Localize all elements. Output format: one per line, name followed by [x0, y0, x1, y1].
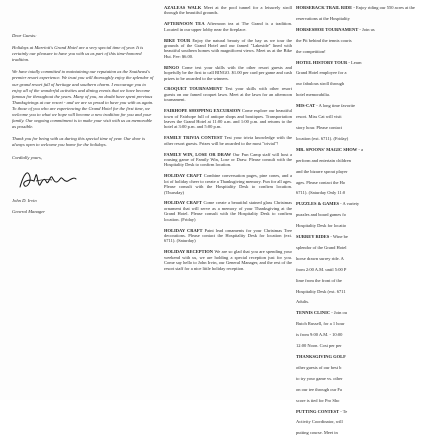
- activity-description: Adults.: [296, 299, 310, 305]
- activity-item: [296, 147, 446, 152]
- activity-item: [296, 60, 446, 65]
- activity-item: [164, 108, 292, 130]
- activity-description: the competition!: [296, 48, 326, 54]
- activity-title: CROQUET TOURNAMENT: [164, 86, 223, 92]
- activity-item: [164, 38, 292, 60]
- activity-description: from 2:00 A.M. until 5:00 P: [296, 266, 347, 272]
- activity-description: Hospitality Desk (ext. 6711: [296, 288, 346, 294]
- activity-item: [296, 398, 446, 403]
- activity-title: PUTTING CONTEST: [296, 408, 340, 414]
- activity-description: - Wine be: [330, 234, 348, 240]
- activity-title: HORSESHOE TOURNAMENT: [296, 26, 359, 32]
- activity-title: HOLIDAY CRAFT: [164, 200, 202, 206]
- activity-title: SURREY RIDES: [296, 234, 330, 240]
- activity-title: HOTEL HISTORY TOUR: [296, 59, 348, 65]
- activity-description: - Join ou: [331, 310, 348, 316]
- activity-item: [296, 332, 446, 337]
- activity-description: splendor of the Grand Hotel: [296, 244, 347, 250]
- activity-item: [296, 310, 446, 315]
- activity-description: Come test your skills with the other resort guests and hopefully be the first to call BINGO. $1.00 per card per game and cash prizes to be awarded to the winners.: [164, 64, 292, 81]
- activity-item: [296, 278, 446, 283]
- activity-description: the Pit behind the tennis courts: [296, 37, 352, 43]
- activity-title: FAMILY TRIVIA CONTEST: [164, 135, 223, 141]
- activity-description: - A variety: [340, 201, 360, 207]
- activity-item: [296, 409, 446, 414]
- activity-description: putting course. Meet in: [296, 430, 338, 436]
- activity-description: Hospitality Desk for locatio: [296, 223, 347, 229]
- letter-paragraph: We have totally committed to maintaining our reputation as the Southeast's premier resort experience. We trust you will thoroughly enjoy the splendor of our grand resort full of heritage and southern charm. I encourage you to enjoy all of the wonderful activities and dining events that we have become famous for throughout the years. Many of you, no doubt have spent previous Thanksgivings at our resort - and we are so proud to have you with us again. To those of you who are experiencing the Grand Hotel for the first time, we welcome you to what we hope will become a new tradition for you and your family. Our ongoing commitment is to make your visit with us as memorable as possible.: [12, 69, 154, 130]
- activity-description: score is tied for Pro Sho: [296, 397, 340, 403]
- activity-description: - A long time favorite: [316, 103, 356, 109]
- activity-item: [296, 92, 446, 97]
- activity-item: [164, 173, 292, 195]
- activity-item: [296, 299, 446, 304]
- activities-list-right: [294, 0, 446, 436]
- activity-item: [296, 376, 446, 381]
- activity-description: other guests of our best b: [296, 364, 342, 370]
- activity-item: [296, 180, 446, 185]
- activity-description: Come explore our beautiful town of Fairhope full of antique shops and boutiques. Transportation leaves the Grand Hotel at 11:00 a.m. and 1:00 p.m. and returns to the hotel at 3:00 p.m. and 5:00 p.m.: [164, 108, 292, 130]
- activity-item: [296, 27, 446, 32]
- activity-item: [296, 430, 446, 435]
- activity-description: 6711). (Saturday Only 11:0: [296, 190, 346, 196]
- handwritten-signature: [16, 167, 80, 195]
- activity-item: [296, 343, 446, 348]
- activity-description: - Enjoy riding our 550 acres at the: [353, 5, 415, 10]
- activity-item: [296, 201, 446, 206]
- activity-description: horse drawn surrey ride. A: [296, 255, 344, 261]
- activity-item: [296, 16, 446, 21]
- activity-item: [296, 81, 446, 86]
- activity-description: Combine conversation pages, pine cones, and a lot of holiday cheer to create a Thanksgiving memory. Fun for all ages. Please consult with the Hospitality Desk to confirm location. (Thursday): [164, 173, 292, 195]
- activity-title: MIS-CAT: [296, 103, 316, 109]
- activity-item: [296, 289, 446, 294]
- activity-item: [296, 256, 446, 261]
- activity-item: [164, 249, 292, 271]
- activity-item: [164, 5, 292, 16]
- activity-description: puzzles and board games fo: [296, 212, 346, 218]
- activity-description: reservations at the Hospitality: [296, 15, 350, 21]
- activity-item: [296, 190, 446, 195]
- activity-item: [164, 86, 292, 102]
- activity-description: Test your skills with other resort guests on our famed croquet lawn. Meet at the lawn for an afternoon tournament.: [164, 86, 292, 103]
- activity-description: Paint lead ornaments for your Christmas Tree decorations. Please contact the Hospitality Desk for location (ext. 6711). (Saturday): [164, 227, 293, 244]
- activity-description: our fabulous stroll through: [296, 81, 345, 87]
- activity-description: location (ext. 6711). (Friday): [296, 135, 349, 141]
- activity-title: HORSEBACK TRAIL RIDE: [296, 5, 353, 10]
- welcome-letter-column: [0, 0, 156, 400]
- activity-item: [164, 152, 292, 168]
- letter-closing: Cordially yours,: [12, 154, 42, 160]
- activity-item: [296, 321, 446, 326]
- activity-title: FAIRHOPE SHOPPING EXCURSION: [164, 108, 241, 114]
- activity-description: Grand Hotel employee for a: [296, 70, 347, 76]
- activity-item: [164, 65, 292, 81]
- activity-title: HOLIDAY CRAFT: [164, 227, 203, 233]
- activity-item: [296, 5, 446, 10]
- activity-title: BINGO: [164, 64, 180, 70]
- activity-description: - Te: [340, 408, 348, 414]
- activity-item: [296, 223, 446, 228]
- activity-description: story hour. Please contact: [296, 124, 342, 130]
- welcome-letter: [0, 0, 156, 215]
- activity-description: 12:00 Noon. Cost per per: [296, 343, 342, 349]
- activities-list: [158, 0, 292, 271]
- activity-description: Test your trivia knowledge with the other resort guests. Prizes will be awarded to the most "trivial"!: [164, 135, 293, 146]
- activity-description: Our Fun Camp staff will host a rousing game of Family Win, Lose or Draw. Please consult with the Hospitality Desk to confirm location.: [164, 151, 293, 168]
- activity-item: [296, 387, 446, 392]
- activity-item: [296, 354, 446, 359]
- activity-description: on our tee through our Fa: [296, 386, 342, 392]
- activity-title: AZALEAS WALK: [164, 5, 202, 10]
- activity-item: [296, 103, 446, 108]
- signer-name: John D. Irvin: [12, 197, 37, 203]
- activity-title: BIKE TOUR: [164, 37, 191, 43]
- activities-column-right: [294, 0, 415, 436]
- letter-greeting: Dear Guests:: [12, 33, 37, 38]
- activity-title: PUZZLES & GAMES: [296, 201, 340, 207]
- activity-description: hotel memorabilia.: [296, 92, 330, 98]
- activity-item: [296, 245, 446, 250]
- activity-title: MR. SPOONS' MAGIC SHOW: [296, 146, 358, 152]
- activity-description: Come create a beautiful stained glass Christmas ornament that will serve as a memory of your Thanksgiving at the Grand Hotel. Please consult with the Hospitality Desk to confirm location. (Friday): [164, 200, 292, 222]
- activity-description: - Join us: [359, 26, 375, 32]
- activity-description: to try your game vs. other: [296, 375, 343, 381]
- activity-title: FAMILY WIN, LOSE OR DRAW: [164, 151, 232, 157]
- activity-item: [296, 158, 446, 163]
- activity-item: [164, 228, 292, 244]
- signer-title: General Manager: [12, 209, 46, 215]
- activity-item: [296, 136, 446, 141]
- activity-title: THANKSGIVING GOLF: [296, 354, 346, 359]
- letter-paragraph: Holidays at Marriott's Grand Hotel are a very special time of year. It is certainly our pleasure to have you with us as part of this time-honored tradition.: [12, 45, 144, 63]
- activities-column: [158, 0, 292, 400]
- activity-description: and the bizarre sprout player: [296, 168, 348, 174]
- activity-item: [296, 169, 446, 174]
- activity-description: perform and entertain children: [296, 157, 351, 163]
- activity-description: Enjoy the natural beauty of the bay as we tour the grounds of the Grand Hotel and our famed "Lakeside" lined with beautiful southern homes with magnificent views. Meet us at the Bike Hut. Fee: $6.00.: [164, 37, 292, 59]
- activity-description: Butch Russell, for a 1 hour: [296, 321, 345, 327]
- activity-item: [296, 38, 446, 43]
- activity-description: ages. Please contact the Ho: [296, 179, 346, 185]
- activity-item: [296, 365, 446, 370]
- activity-item: [296, 267, 446, 272]
- activity-title: AFTERNOON TEA: [164, 21, 205, 27]
- activity-item: [164, 135, 292, 146]
- activity-description: lime from the front of the: [296, 277, 342, 283]
- activity-description: - Learn: [348, 59, 362, 65]
- activity-description: is from 9:00 A.M. - 10:00: [296, 332, 343, 338]
- activity-item: [296, 125, 446, 130]
- activity-title: HOLIDAY CRAFT: [164, 173, 203, 179]
- activity-title: HOLIDAY RECEPTION: [164, 249, 214, 255]
- activity-description: Afternoon tea at The Grand is a tradition. Located in our upper lobby near the fireplace.: [164, 21, 292, 32]
- activity-item: [296, 419, 446, 424]
- activity-description: We are so glad that you are spending your weekend with us, we are holding a special reception just for you. Come say hello to John Irvin, our General Manager, and the rest of the resort staff for a nice little holiday reception.: [164, 249, 292, 271]
- activity-item: [296, 49, 446, 54]
- activity-title: TENNIS CLINIC: [296, 310, 331, 316]
- activity-description: - a: [358, 146, 364, 152]
- activity-description: Activity Coordinator, will: [296, 419, 343, 425]
- activity-item: [296, 234, 446, 239]
- activity-item: [296, 212, 446, 217]
- activity-item: [296, 114, 446, 119]
- activity-description: Meet at the pool tunnel for a leisurely stroll through the beautiful grounds.: [164, 5, 292, 16]
- activity-description: resort. Miss Cat will visit: [296, 114, 342, 120]
- letter-paragraph: Thank you for being with us during this special time of year. Our door is always open to welcome you home for the holidays.: [12, 136, 146, 148]
- activity-item: [164, 200, 292, 222]
- activity-item: [164, 21, 292, 32]
- activity-item: [296, 70, 446, 75]
